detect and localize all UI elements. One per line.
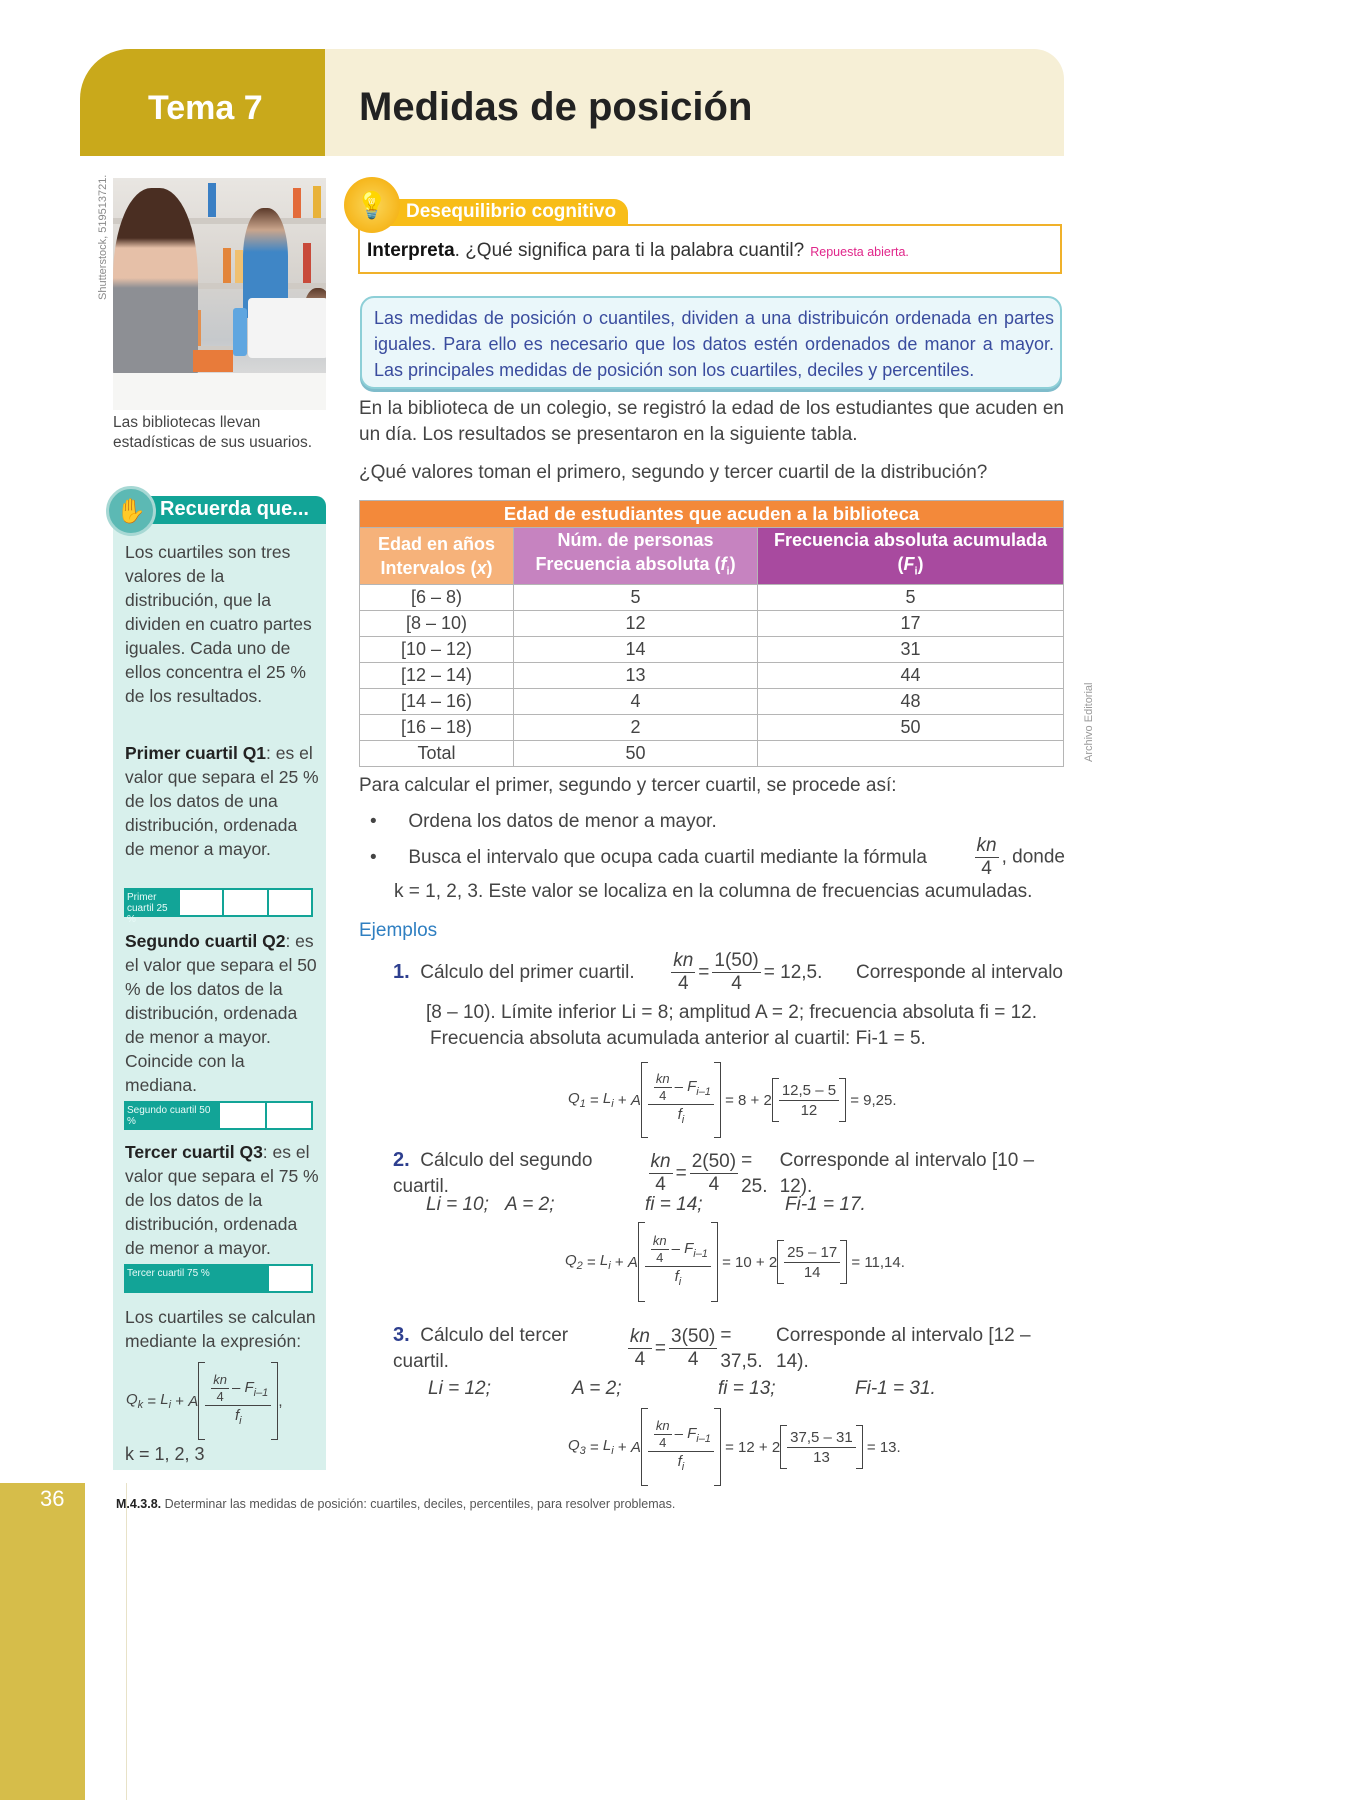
recuerda-intro: Los cuartiles son tres valores de la distribución, que la dividen en cuatro partes iguales. Cada uno de ellos concentra el 25 % de los resultados. bbox=[125, 542, 312, 706]
example-1-line2: [8 – 10). Límite inferior Li = 8; amplitud A = 2; frecuencia absoluta fi = 12. bbox=[426, 1002, 1037, 1023]
q3-bar bbox=[124, 1264, 313, 1293]
definition-text: Las medidas de posición o cuantiles, dividen a una distribuicón ordenada en partes iguales. Para ello es necesario que los datos estén ordenados de manor a mayor. Las principales medidas de posición son los cuartiles, deciles y percentiles. bbox=[374, 308, 1054, 380]
table-caption: Edad de estudiantes que acuden a la biblioteca bbox=[360, 501, 1064, 528]
question-paragraph: ¿Qué valores toman el primero, segundo y tercer cuartil de la distribución? bbox=[359, 462, 988, 483]
brain-bulb-icon: 💡 bbox=[344, 177, 400, 233]
photo-credit: Shutterstock, 519513721. bbox=[97, 174, 109, 300]
example-3-line1: 3. Cálculo del tercer cuartil. $\frac{kn}{4}$ = $\frac{3(50)}{4}$ = 37,5. Corresponde al intervalo [12 – 14). bbox=[393, 1324, 1031, 1372]
photo-caption: Las bibliotecas llevan estadísticas de sus usuarios. bbox=[113, 414, 313, 451]
table-credit: Archivo Editorial bbox=[1083, 682, 1095, 762]
age-frequency-table bbox=[359, 500, 1064, 767]
q1-definition: Primer cuartil Q1: es el valor que separa el 25 % de los datos de una distribución, ordenada de menor a mayor. bbox=[125, 743, 319, 859]
footer-objective: M.4.3.8. Determinar las medidas de posición: cuartiles, deciles, percentiles, para resolver problemas. bbox=[116, 1497, 676, 1511]
procedure-intro: Para calcular el primer, segundo y tercer cuartil, se procede así: bbox=[359, 775, 897, 796]
col-header-interval: Edad en años Intervalos (x) bbox=[360, 528, 514, 585]
example-3-fprev: Fi-1 = 31. bbox=[855, 1378, 936, 1399]
bullet-1: • Ordena los datos de menor a mayor. bbox=[370, 811, 717, 832]
desequilibrio-title: Desequilibrio cognitivo bbox=[406, 201, 617, 222]
q2-bar bbox=[124, 1101, 313, 1130]
example-1-line3: Frecuencia absoluta acumulada anterior al cuartil: Fi-1 = 5. bbox=[430, 1028, 926, 1049]
bullet-2-continued: k = 1, 2, 3. Este valor se localiza en la columna de frecuencias acumuladas. bbox=[394, 881, 1033, 902]
q3-bar-label: Tercer cuartil 75 % bbox=[126, 1266, 267, 1291]
answer-text: Repuesta abierta. bbox=[810, 245, 909, 259]
calc-text: Los cuartiles se calculan mediante la expresión: bbox=[125, 1307, 316, 1351]
col-header-fi: Núm. de personas Frecuencia absoluta $(f_i)$ bbox=[514, 528, 758, 585]
k-values: k = 1, 2, 3 bbox=[125, 1444, 205, 1464]
hand-ribbon-icon: ✋ bbox=[106, 486, 156, 536]
example-3-fi: fi = 13; bbox=[718, 1378, 776, 1399]
table-row: [6 – 8) 5 5 bbox=[360, 584, 1064, 610]
table-row: [14 – 16) 4 48 bbox=[360, 688, 1064, 714]
example-3-a: A = 2; bbox=[572, 1378, 622, 1399]
q1-bar bbox=[124, 888, 313, 925]
page-header bbox=[80, 49, 1064, 156]
bullet-2: • Busca el intervalo que ocupa cada cuartil mediante la fórmula $\frac{kn}{4}$ , donde bbox=[370, 835, 1065, 879]
q2-definition: Segundo cuartil Q2: es el valor que separa el 50 % de los datos de la distribución, ordenada de menor a mayor. Coincide con la mediana. bbox=[125, 931, 317, 1095]
topic-tab bbox=[80, 49, 325, 156]
example-2-a: A = 2; bbox=[505, 1194, 555, 1215]
table-total-row: Total 50 bbox=[360, 740, 1064, 766]
table-row: [8 – 10) 12 17 bbox=[360, 610, 1064, 636]
page-number: 36 bbox=[40, 1486, 65, 1511]
col-header-Fi: Frecuencia absoluta acumulada $(F_i)$ bbox=[758, 528, 1064, 585]
desequilibrio-question: Interpreta. ¿Qué significa para ti la palabra cuantil? Repuesta abierta. bbox=[367, 240, 909, 261]
example-2-line1: 2. Cálculo del segundo cuartil. $\frac{kn}{4}$ = $\frac{2(50)}{4}$ = 25. Corresponde al intervalo [10 – 12). bbox=[393, 1149, 1035, 1197]
q1-bar-label: Primer cuartil 25 % bbox=[126, 890, 178, 915]
page-title: Medidas de posición bbox=[359, 85, 753, 129]
margin-line bbox=[126, 1483, 127, 1800]
example-3-li: Li = 12; bbox=[428, 1378, 491, 1399]
example-1-formula: $Q_1$ = $L_i$ + A $\frac{kn}{4}$ – $F_{i-1}$ $f_i$ = 8 + 2 12,5 – 5 12 = 9,25. bbox=[568, 1062, 897, 1138]
example-2-formula: $Q_2$ = $L_i$ + A $\frac{kn}{4}$ – $F_{i-1}$ $f_i$ = 10 + 2 25 – 17 14 = 11,14. bbox=[565, 1222, 905, 1302]
example-2-fprev: Fi-1 = 17. bbox=[785, 1194, 866, 1215]
topic-number: Tema 7 bbox=[148, 89, 263, 127]
library-photo bbox=[113, 178, 326, 410]
example-2-fi: fi = 14; bbox=[645, 1194, 703, 1215]
table-row: [12 – 14) 13 44 bbox=[360, 662, 1064, 688]
table-row: [10 – 12) 14 31 bbox=[360, 636, 1064, 662]
intro-paragraph: En la biblioteca de un colegio, se registró la edad de los estudiantes que acuden en un día. Los resultados se presentaron en la siguiente tabla. bbox=[359, 398, 1064, 445]
q3-definition: Tercer cuartil Q3: es el valor que separa el 75 % de los datos de la distribución, ordenada de menor a mayor. bbox=[125, 1142, 319, 1258]
quartile-formula: $Q_k$ = $L_i$ + A $\frac{kn}{4}$ – $F_{i-1}$ $f_i$ , bbox=[126, 1362, 282, 1440]
page-number-bar bbox=[0, 1483, 85, 1800]
example-3-formula: $Q_3$ = $L_i$ + A $\frac{kn}{4}$ – $F_{i-1}$ $f_i$ = 12 + 2 37,5 – 31 13 = 13. bbox=[568, 1408, 901, 1486]
recuerda-title: Recuerda que... bbox=[160, 498, 309, 520]
table-row: [16 – 18) 2 50 bbox=[360, 714, 1064, 740]
title-band bbox=[325, 49, 1064, 156]
q2-bar-label: Segundo cuartil 50 % bbox=[126, 1103, 220, 1128]
examples-heading: Ejemplos bbox=[359, 920, 438, 941]
example-1-line1: 1. Cálculo del primer cuartil. $\frac{kn}{4}$ = $\frac{1(50)}{4}$ = 12,5. Corresponde al intervalo bbox=[393, 950, 1063, 994]
example-2-li: Li = 10; bbox=[426, 1194, 489, 1215]
